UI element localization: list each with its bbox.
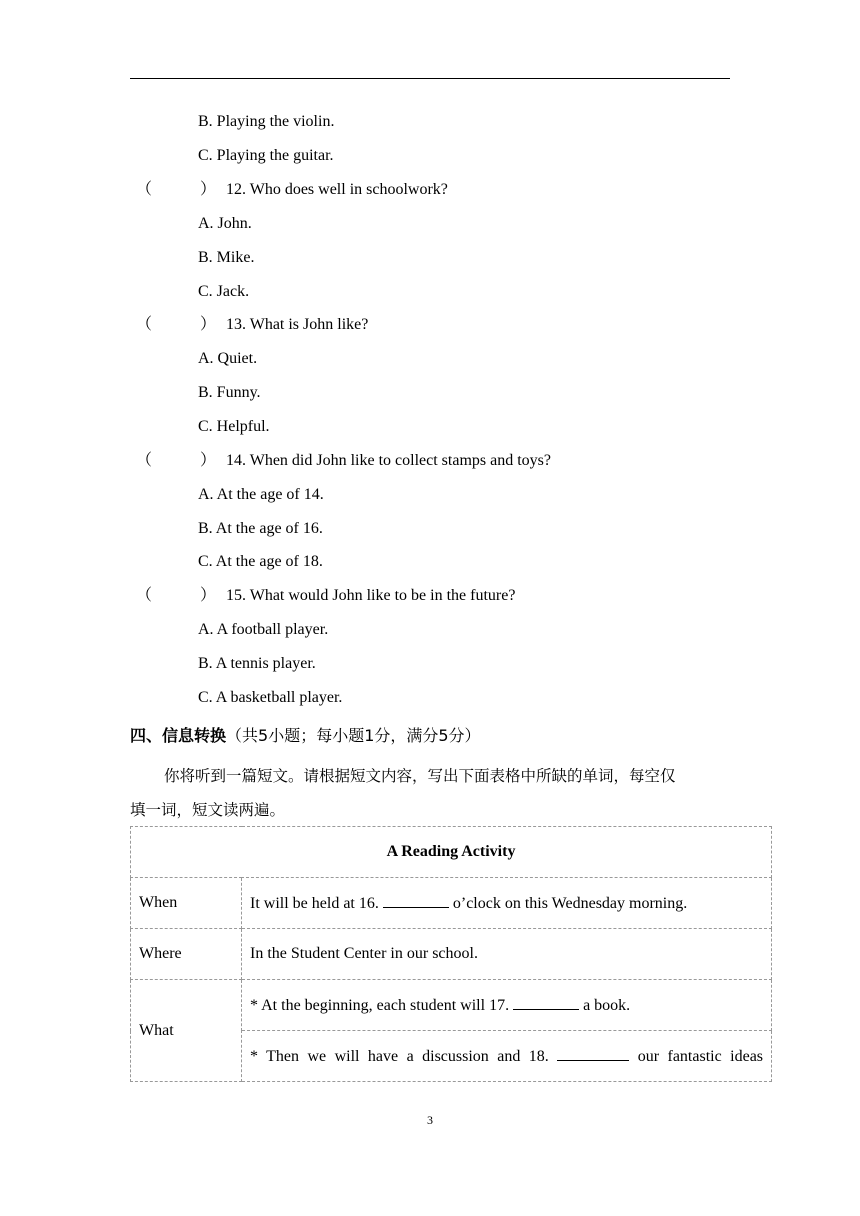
when-text-pre: It will be held at 16. [250,895,379,912]
option-q15-a: A. A football player. [198,621,329,638]
table-row [131,827,772,878]
question-12: 12. Who does well in schoolwork? [226,181,448,198]
answer-bracket-close: ） [200,316,217,333]
answer-bracket-close: ） [200,181,217,198]
where-label: Where [131,929,242,980]
answer-bracket-close: ） [200,452,217,469]
reading-activity-table [130,826,772,1082]
header-rule [130,78,730,79]
what-label: What [131,980,242,1082]
option-q14-b: B. At the age of 16. [198,520,323,537]
option-q12-c: C. Jack. [198,283,250,300]
what1-text-pre: * At the beginning, each student will 17. [250,997,510,1014]
option-q14-c: C. At the age of 18. [198,553,323,570]
table-heading: A Reading Activity [131,827,772,878]
answer-bracket-open: （ [136,452,153,469]
blank-16[interactable] [383,893,449,908]
what-cell-2 [242,1031,772,1082]
option-q13-b: B. Funny. [198,384,261,401]
answer-bracket-open: （ [136,181,153,198]
blank-18[interactable] [557,1046,629,1061]
option-q15-b: B. A tennis player. [198,655,316,672]
answer-bracket-open: （ [136,587,153,604]
section-title-text: 四、信息转换 [130,726,227,745]
answer-bracket-close: ） [200,587,217,604]
what-cell-1 [242,980,772,1031]
option-q11-c: C. Playing the guitar. [198,147,334,164]
option-q13-c: C. Helpful. [198,418,270,435]
option-q14-a: A. At the age of 14. [198,486,324,503]
when-label: When [131,878,242,929]
when-cell [242,878,772,929]
when-text-post: o’clock on this Wednesday morning. [452,895,688,912]
section-instruction-line1: 你将听到一篇短文。请根据短文内容，写出下面表格中所缺的单词，每空仅 [164,767,676,785]
section-instruction-line2: 填一词，短文读两遍。 [130,801,286,819]
question-14: 14. When did John like to collect stamps and toys? [226,452,551,469]
where-cell: In the Student Center in our school. [242,929,772,980]
table-row [131,929,772,980]
blank-17[interactable] [513,995,579,1010]
option-q12-b: B. Mike. [198,249,255,266]
option-q12-a: A. John. [198,215,252,232]
option-q15-c: C. A basketball player. [198,689,343,706]
table-row [131,878,772,929]
page-number: 3 [427,1113,433,1127]
question-13: 13. What is John like? [226,316,369,333]
what1-text-post: a book. [583,997,631,1014]
what2-text-pre: * Then we will have a discussion and 18. [250,1048,549,1065]
table-row [131,980,772,1031]
answer-bracket-open: （ [136,316,153,333]
section-title [130,726,481,746]
section-score-note: （共5小题；每小题1分，满分5分） [226,726,481,745]
option-q13-a: A. Quiet. [198,350,258,367]
question-15: 15. What would John like to be in the future? [226,587,516,604]
what2-text-post: our fantastic ideas [637,1048,764,1065]
option-q11-b: B. Playing the violin. [198,113,335,130]
